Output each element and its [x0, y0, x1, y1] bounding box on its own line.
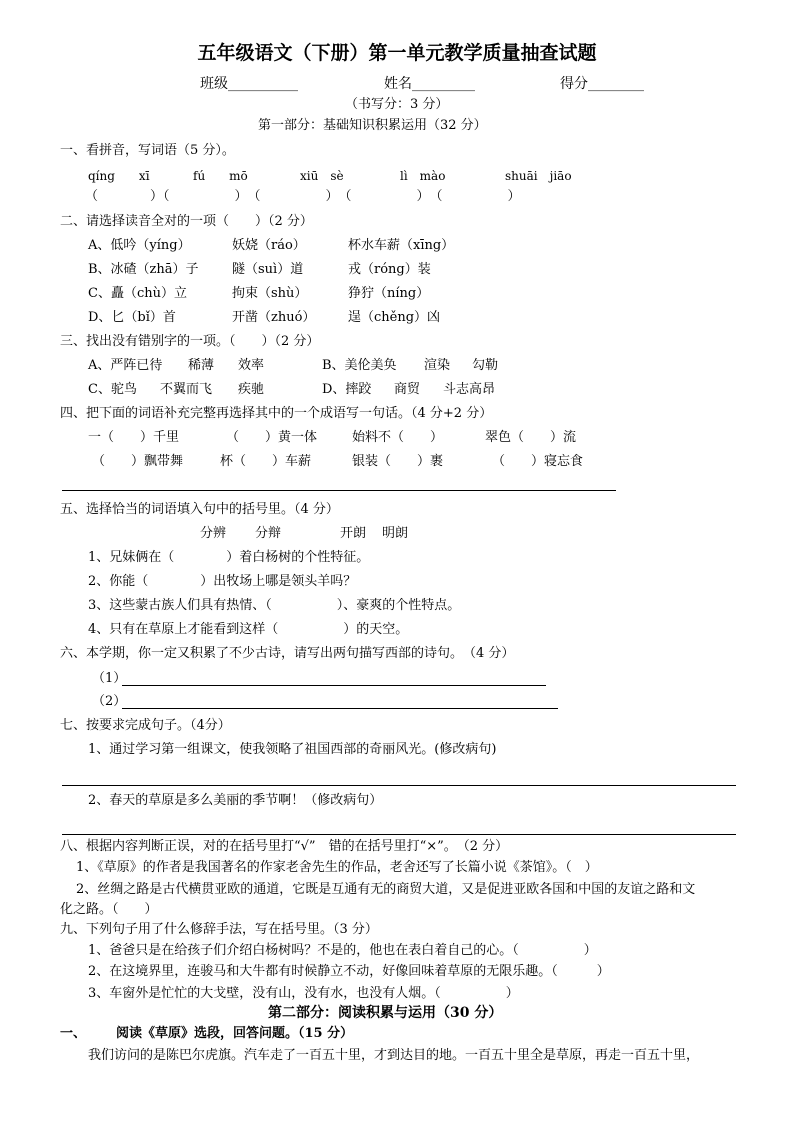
q8-item-2-cont[interactable]: 化之路。（ ） [60, 902, 158, 917]
q4-word-4[interactable]: 翠色（ ）流 [485, 430, 577, 445]
q3-c-1: C、驼鸟 [88, 382, 137, 397]
part1-title: 第一部分：基础知识积累运用（32 分） [258, 118, 487, 133]
class-blank[interactable]: __________ [228, 76, 298, 92]
q5-word-4: 明朗 [382, 526, 409, 541]
q2-option-c-2: 拘束（shù） [232, 286, 308, 301]
score-label: 得分 [560, 76, 588, 92]
part2-title: 第二部分：阅读积累与运用（30 分） [268, 1005, 503, 1021]
q4-word-7[interactable]: 银装（ ）裹 [352, 454, 444, 469]
q7-item-1: 1、通过学习第一组课文，使我领略了祖国西部的奇丽风光。(修改病句) [88, 742, 497, 757]
q9-item-3[interactable]: 3、车窗外是忙忙的大戈壁，没有山，没有水，也没有人烟。（ ） [88, 986, 519, 1001]
q5-word-3: 开朗 [340, 526, 367, 541]
q2-option-b-2: 隧（suì）道 [232, 262, 304, 277]
q2-option-c-3: 狰狞（níng） [348, 286, 430, 301]
q3-title: 三、找出没有错别字的一项。（ ）（2 分） [60, 334, 320, 349]
q5-word-2: 分辩 [255, 526, 282, 541]
q3-a-3: 效率 [238, 358, 265, 373]
q4-word-1[interactable]: 一（ ）千里 [88, 430, 180, 445]
q2-option-a-1: A、低吟（yíng） [88, 238, 191, 253]
q3-b-1: B、美伦美奂 [322, 358, 397, 373]
q1-answer-brackets[interactable]: （ ）（ ） （ ） （ ） （ ） [85, 189, 521, 204]
q7-title: 七、按要求完成句子。（4分） [60, 718, 231, 733]
q2-option-c-1: C、矗（chù）立 [88, 286, 187, 301]
q6-item-2: （2） [92, 694, 127, 709]
q9-title: 九、下列句子用了什么修辞手法，写在括号里。（3 分） [60, 922, 378, 937]
q3-d-3: 斗志高昂 [443, 382, 496, 397]
q5-item-3[interactable]: 3、这些蒙古族人们具有热情、（ ）、豪爽的个性特点。 [88, 598, 461, 613]
q1-pinyin-1: qíng xī [88, 169, 150, 183]
score-blank[interactable]: ________ [588, 76, 644, 92]
q2-option-a-3: 杯水车薪（xīng） [348, 238, 455, 253]
q6-answer-line-1[interactable] [122, 685, 546, 686]
q4-word-8[interactable]: （ ）寝忘食 [492, 454, 584, 469]
q2-option-b-3: 戎（róng）装 [348, 262, 431, 277]
q5-item-1[interactable]: 1、兄妹俩在（ ）着白杨树的个性特征。 [88, 550, 370, 565]
q4-title: 四、把下面的词语补充完整再选择其中的一个成语写一句话。（4 分+2 分） [60, 406, 493, 421]
q1-pinyin-3: xiū sè [300, 169, 344, 183]
page-title: 五年级语文（下册）第一单元教学质量抽查试题 [197, 42, 597, 64]
name-label: 姓名 [384, 76, 412, 92]
q7-answer-line-1[interactable] [62, 785, 736, 786]
q1-title: 一、看拼音，写词语（5 分）。 [60, 143, 235, 158]
q9-item-1[interactable]: 1、爸爸只是在给孩子们介绍白杨树吗？不是的，他也在表白着自己的心。（ ） [88, 943, 597, 958]
q3-d-1: D、摔跤 [322, 382, 372, 397]
q8-item-2[interactable]: 2、丝绸之路是古代横贯亚欧的通道，它既是互通有无的商贸大道，又是促进亚欧各国和中国的友谊之路和文 [76, 882, 696, 897]
class-field [200, 76, 298, 93]
q4-answer-line[interactable] [62, 490, 616, 491]
class-label: 班级 [200, 76, 228, 92]
q1-pinyin-5: shuāi jiāo [505, 169, 572, 183]
q5-item-2[interactable]: 2、你能（ ）出牧场上哪是领头羊吗？ [88, 574, 357, 589]
q2-option-d-3: 逞（chěng）凶 [348, 310, 441, 325]
q8-item-1[interactable]: 1、《草原》的作者是我国著名的作家老舍先生的作品，老舍还写了长篇小说《茶馆》。（ ） [76, 860, 598, 875]
q2-option-a-2: 妖娆（ráo） [232, 238, 306, 253]
q3-b-3: 勾勒 [472, 358, 499, 373]
q3-a-2: 稀薄 [188, 358, 215, 373]
reading-text: 我们访问的是陈巴尔虎旗。汽车走了一百五十里，才到达目的地。一百五十里全是草原，再走一百五十里， [88, 1048, 700, 1063]
q2-title: 二、请选择读音全对的一项（ ）（2 分） [60, 214, 313, 229]
name-blank[interactable]: _________ [412, 76, 475, 92]
q6-title: 六、本学期，你一定又积累了不少古诗，请写出两句描写西部的诗句。 （4 分） [60, 646, 515, 661]
handwriting-score: （书写分：3 分） [345, 97, 449, 112]
score-field [560, 76, 644, 93]
q4-word-3[interactable]: 始料不（ ） [352, 430, 444, 445]
q4-word-2[interactable]: （ ）黄一体 [226, 430, 318, 445]
q4-word-5[interactable]: （ ）飘带舞 [92, 454, 184, 469]
q2-option-d-2: 开凿（zhuó） [232, 310, 316, 325]
q4-word-6[interactable]: 杯（ ）车薪 [220, 454, 312, 469]
q2-option-d-1: D、匕（bǐ）首 [88, 310, 176, 325]
q3-b-2: 渲染 [424, 358, 451, 373]
q3-a-1: A、严阵已待 [88, 358, 163, 373]
q1-pinyin-2: fú mō [193, 169, 248, 183]
q7-item-2: 2、春天的草原是多么美丽的季节啊！（修改病句） [88, 793, 383, 808]
q3-d-2: 商贸 [394, 382, 421, 397]
q8-title: 八、根据内容判断正误，对的在括号里打“√” 错的在括号里打“×”。 （2 分） [60, 839, 509, 854]
q6-item-1: （1） [92, 671, 127, 686]
q3-c-3: 疾驰 [238, 382, 265, 397]
name-field [384, 76, 475, 93]
q5-word-1: 分辨 [200, 526, 227, 541]
reading-number: 一、 [60, 1026, 87, 1041]
q7-answer-line-2[interactable] [62, 834, 736, 835]
q2-option-b-1: B、冰碴（zhā）子 [88, 262, 199, 277]
reading-title: 阅读《草原》选段，回答问题。（15 分） [116, 1026, 354, 1041]
q5-item-4[interactable]: 4、只有在草原上才能看到这样（ ）的天空。 [88, 622, 409, 637]
q9-item-2[interactable]: 2、在这境界里，连骏马和大牛都有时候静立不动，好像回味着草原的无限乐趣。（ ） [88, 964, 610, 979]
q3-c-2: 不翼而飞 [160, 382, 213, 397]
q6-answer-line-2[interactable] [122, 708, 558, 709]
q1-pinyin-4: lì mào [400, 169, 446, 183]
q5-title: 五、选择恰当的词语填入句中的括号里。（4 分） [60, 502, 339, 517]
